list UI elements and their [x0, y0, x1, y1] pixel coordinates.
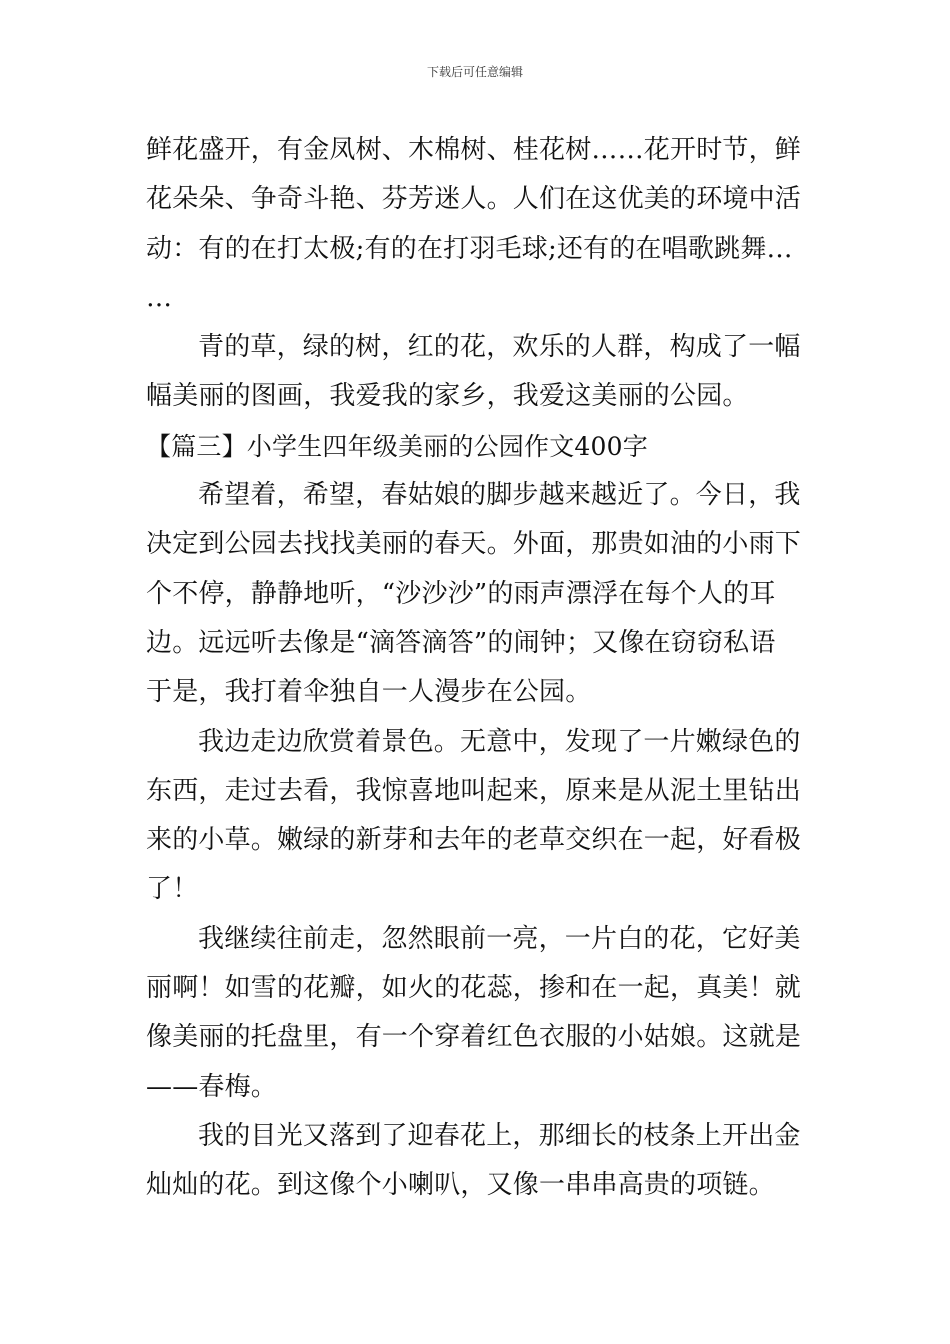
text-line: 像美丽的托盘里，有一个穿着红色衣服的小姑娘。这就是 — [146, 1022, 802, 1053]
text-line: … — [146, 282, 173, 313]
text-line: 来的小草。嫩绿的新芽和去年的老草交织在一起，好看极 — [146, 825, 802, 856]
document-body — [146, 126, 810, 1211]
section-heading: 【篇三】小学生四年级美丽的公园作文400字 — [146, 431, 648, 461]
text-line: 动：有的在打太极;有的在打羽毛球;还有的在唱歌跳舞… — [146, 233, 793, 264]
text-line: 东西，走过去看，我惊喜地叫起来，原来是从泥土里钻出 — [146, 775, 802, 806]
text-line: 花朵朵、争奇斗艳、芬芳迷人。人们在这优美的环境中活 — [146, 184, 802, 215]
text-line: 决定到公园去找找美丽的春天。外面，那贵如油的小雨下 — [146, 529, 802, 560]
text-line: 幅美丽的图画，我爱我的家乡，我爱这美丽的公园。 — [146, 381, 749, 412]
text-line: 灿灿的花。到这像个小喇叭，又像一串串高贵的项链。 — [146, 1170, 775, 1201]
text-line: 边。远远听去像是“滴答滴答”的闹钟；又像在窃窃私语 — [146, 627, 776, 658]
text-line: 鲜花盛开，有金凤树、木棉树、桂花树……花开时节，鲜 — [146, 135, 802, 165]
text-line: 了！ — [146, 874, 199, 905]
paragraph-first-line: 我边走边欣赏着景色。无意中，发现了一片嫩绿色的 — [198, 726, 801, 757]
text-line: 个不停，静静地听，“沙沙沙”的雨声漂浮在每个人的耳 — [146, 578, 776, 609]
text-line: ——春梅。 — [146, 1071, 278, 1102]
text-line: 丽啊！如雪的花瓣，如火的花蕊，掺和在一起，真美！就 — [146, 973, 802, 1004]
paragraph-first-line: 青的草，绿的树，红的花，欢乐的人群，构成了一幅 — [198, 332, 801, 363]
paragraph-first-line: 我的目光又落到了迎春花上，那细长的枝条上开出金 — [198, 1120, 801, 1151]
page-header: 下载后可任意编辑 — [426, 65, 523, 79]
text-line: 于是，我打着伞独自一人漫步在公园。 — [146, 677, 592, 708]
paragraph-first-line: 我继续往前走，忽然眼前一亮，一片白的花，它好美 — [198, 923, 801, 954]
paragraph-first-line: 希望着，希望，春姑娘的脚步越来越近了。今日，我 — [198, 480, 801, 511]
